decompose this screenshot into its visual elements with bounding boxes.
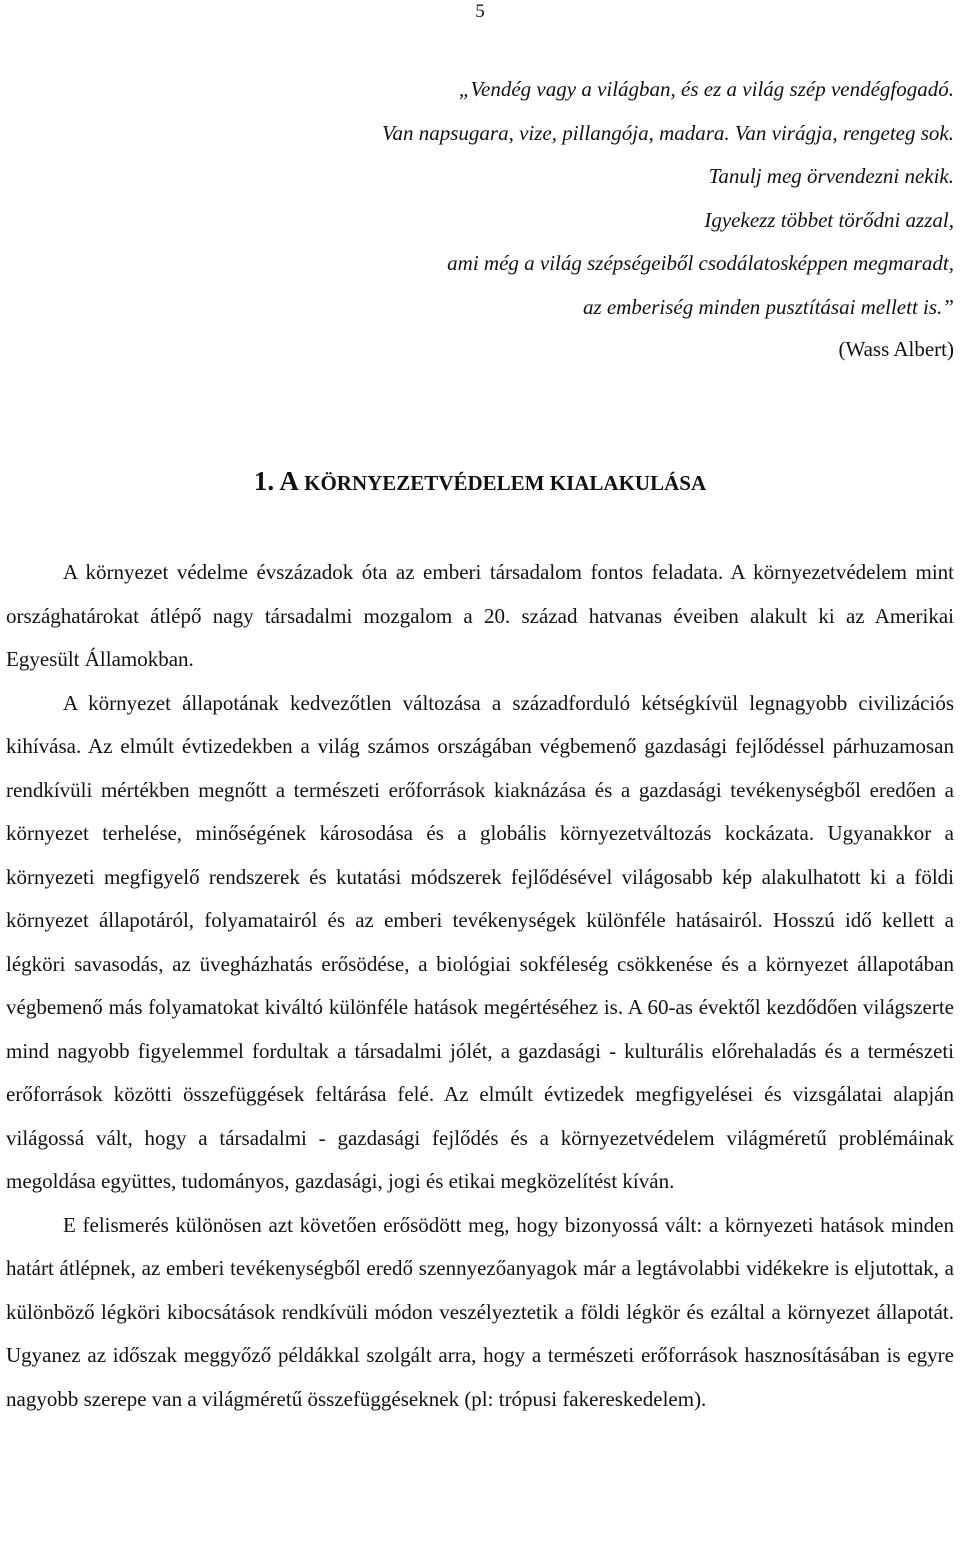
body-text xyxy=(6,551,954,1421)
motto-author: (Wass Albert) xyxy=(838,337,954,361)
motto-line: „Vendég vagy a világban, és ez a világ szép vendégfogadó. xyxy=(458,77,954,101)
motto-line: az emberiség minden pusztításai mellett is.” xyxy=(583,294,954,319)
chapter-title: KÖRNYEZETVÉDELEM KIALAKULÁSA xyxy=(298,471,707,495)
motto-line: Tanulj meg örvendezni nekik. xyxy=(708,164,954,188)
paragraph: A környezet állapotának kedvezőtlen változása a századforduló kétségkívül legnagyobb civilizációs kihívása. Az elmúlt évtizedekben a világ számos országában végbemenő gazdasági fejlődéssel párhuzamosan rendkívüli mértékben megnőtt a természeti erőforrások kiaknázása és a gazdasági tevékenységből eredően a környezet terhelése, minőségének károsodása és a globális környezetváltozás kockázata. Ugyanakkor a környezeti megfigyelő rendszerek és kutatási módszerek fejlődésével világosabb kép alakulhatott ki a földi környezet állapotáról, folyamatairól és az emberi tevékenységek különféle hatásairól. Hosszú idő kellett a légköri savasodás, az üvegházhatás erősödése, a biológiai sokféleség csökkenése és a környezet állapotában végbemenő más folyamatokat kiváltó különféle hatások megértéséhez is. A 60-as évektől kezdődően világszerte mind nagyobb figyelemmel fordultak a társadalmi jólét, a gazdasági - kulturális előrehaladás és a természeti erőforrások közötti összefüggések feltárása felé. Az elmúlt évtizedek megfigyelései és vizsgálatai alapján világossá vált, hogy a társadalmi - gazdasági fejlődés és a környezetvédelem világméretű problémáinak megoldása együttes, tudományos, gazdasági, jogi és etikai megközelítést kíván. xyxy=(6,690,954,1193)
motto-line: Igyekezz többet törődni azzal, xyxy=(704,207,954,232)
motto-line: Van napsugara, vize, pillangója, madara. Van virágja, rengeteg sok. xyxy=(381,120,954,145)
paragraph: A környezet védelme évszázadok óta az emberi társadalom fontos feladata. A környezetvédelem mint országhatárokat átlépő nagy társadalmi mozgalom a 20. század hatvanas éveiben alakult ki az Amerikai Egyesült Államokban. xyxy=(6,560,954,671)
motto-line: ami még a világ szépségeiből csodálatosképpen megmaradt, xyxy=(447,251,954,275)
motto-quote xyxy=(14,68,954,329)
chapter-heading xyxy=(0,463,960,501)
paragraph: E felismerés különösen azt követően erősödött meg, hogy bizonyossá vált: a környezeti hatások minden határt átlépnek, az emberi tevékenységből eredő szennyezőanyagok már a legtávolabbi vidékekre is eljutottak, a különböző légköri kibocsátások rendkívüli módon veszélyeztetik a földi légkör és ezáltal a környezet állapotát. Ugyanez az időszak meggyőző példákkal szolgált arra, hogy a természeti erőforrások hasznosításában is egyre nagyobb szerepe van a világméretű összefüggéseknek (pl: trópusi fakereskedelem). xyxy=(6,1212,954,1411)
page-number: 5 xyxy=(475,1,485,22)
chapter-title-initial: A xyxy=(279,466,299,496)
chapter-number: 1. xyxy=(253,466,275,496)
